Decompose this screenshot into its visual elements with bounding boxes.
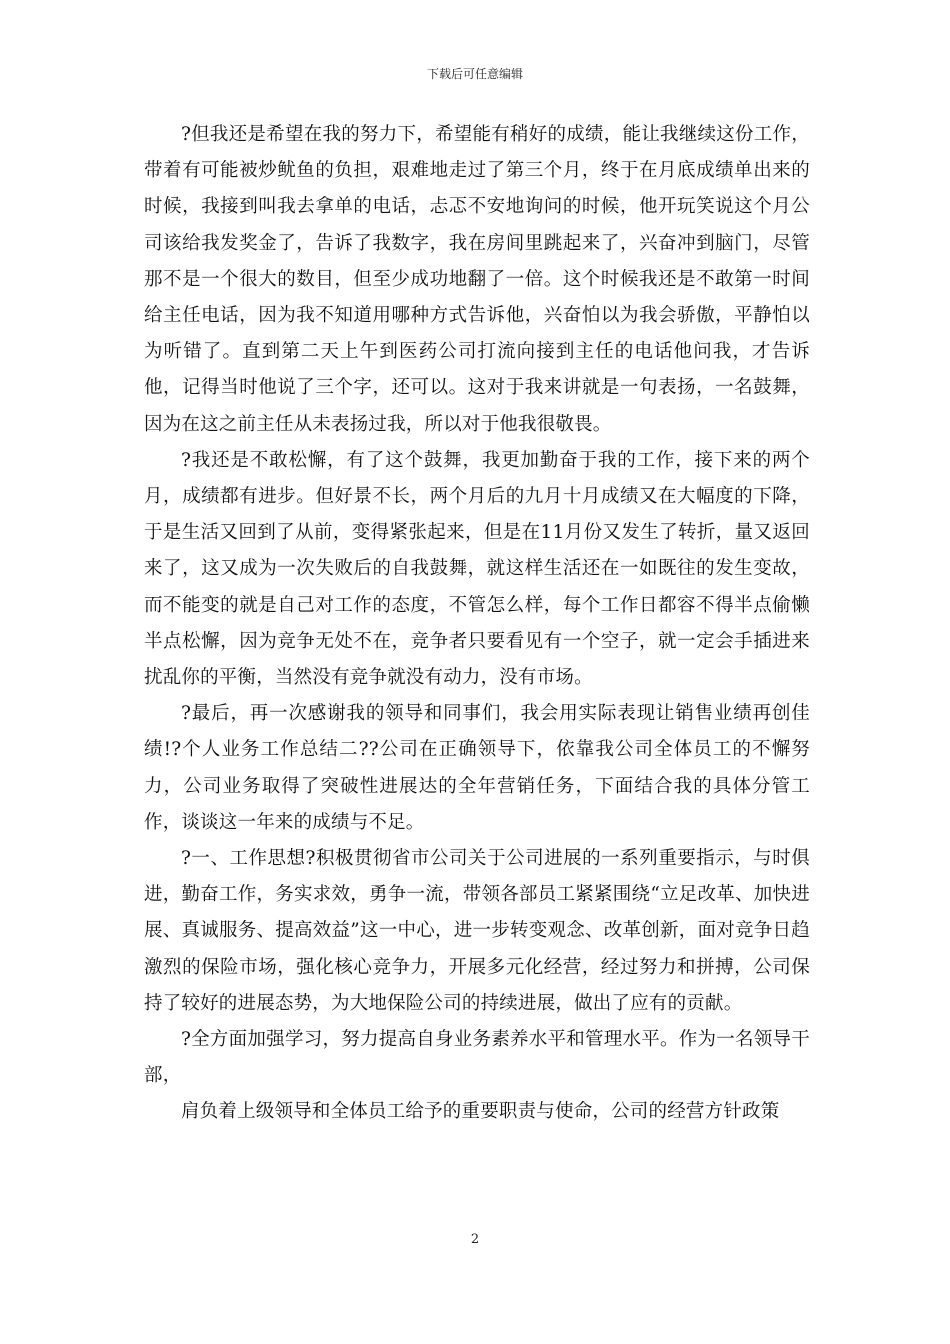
document-body: [144, 117, 810, 1131]
paragraph: 肩负着上级领导和全体员工给予的重要职责与使命，公司的经营方针政策: [181, 1101, 780, 1123]
page-number: 2: [470, 1232, 480, 1247]
paragraph: ?我还是不敢松懈，有了这个鼓舞，我更加勤奋于我的工作，接下来的两个月，成绩都有进步。但好景不长，两个月后的九月十月成绩又在大幅度的下降，于是生活又回到了从前，变得紧张起来，但是在11月份又发生了转折，量又返回来了，这又成为一次失败后的自我鼓舞，就这样生活还在一如既往的发生变故，而不能变的就是自己对工作的态度，不管怎么样，每个工作日都容不得半点偷懒半点松懈，因为竞争无处不在，竞争者只要看见有一个空子，就一定会手插进来扰乱你的平衡，当然没有竞争就没有动力，没有市场。: [144, 449, 810, 689]
paragraph: ?最后，再一次感谢我的领导和同事们，我会用实际表现让销售业绩再创佳绩!?个人业务工作总结二??公司在正确领导下，依靠我公司全体员工的不懈努力，公司业务取得了突破性进展达的全年营销任务，下面结合我的具体分管工作，谈谈这一年来的成绩与不足。: [144, 703, 810, 833]
page-header: 下载后可任意编辑: [426, 67, 523, 81]
paragraph: ?全方面加强学习，努力提高自身业务素养水平和管理水平。作为一名领导干部，: [144, 1029, 810, 1087]
paragraph: ?但我还是希望在我的努力下，希望能有稍好的成绩，能让我继续这份工作，带着有可能被炒鱿鱼的负担，艰难地走过了第三个月，终于在月底成绩单出来的时候，我接到叫我去拿单的电话，忐忑不安地询问的时候，他开玩笑说这个月公司该给我发奖金了，告诉了我数字，我在房间里跳起来了，兴奋冲到脑门，尽管那不是一个很大的数目，但至少成功地翻了一倍。这个时候我还是不敢第一时间给主任电话，因为我不知道用哪种方式告诉他，兴奋怕以为我会骄傲，平静怕以为听错了。直到第二天上午到医药公司打流向接到主任的电话他问我，才告诉他，记得当时他说了三个字，还可以。这对于我来讲就是一句表扬，一名鼓舞，因为在这之前主任从未表扬过我，所以对于他我很敬畏。: [144, 124, 810, 435]
paragraph: ?一、工作思想?积极贯彻省市公司关于公司进展的一系列重要指示，与时俱进，勤奋工作，务实求效，勇争一流，带领各部员工紧紧围绕“立足改革、加快进展、真诚服务、提高效益”这一中心，进一步转变观念、改革创新，面对竞争日趋激烈的保险市场，强化核心竞争力，开展多元化经营，经过努力和拼搏，公司保持了较好的进展态势，为大地保险公司的持续进展，做出了应有的贡献。: [144, 848, 810, 1014]
